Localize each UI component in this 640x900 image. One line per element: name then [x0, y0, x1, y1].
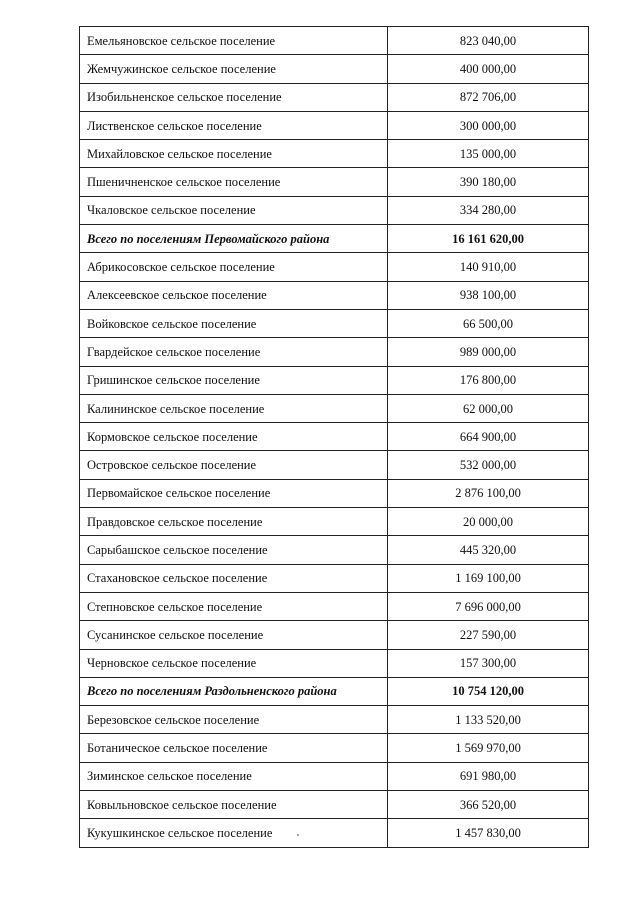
settlement-name: Кормовское сельское поселение [80, 423, 388, 451]
settlement-name: Жемчужинское сельское поселение [80, 55, 388, 83]
settlement-amount: 532 000,00 [388, 451, 589, 479]
settlement-name: Изобильненское сельское поселение [80, 83, 388, 111]
settlement-amount: 823 040,00 [388, 27, 589, 55]
table-row [80, 649, 589, 677]
settlement-amount: 1 133 520,00 [388, 706, 589, 734]
settlement-name: Березовское сельское поселение [80, 706, 388, 734]
table-row [80, 592, 589, 620]
settlement-amount: 157 300,00 [388, 649, 589, 677]
settlement-name: Лиственское сельское поселение [80, 111, 388, 139]
table-row [80, 309, 589, 337]
settlement-name: Правдовское сельское поселение [80, 508, 388, 536]
district-total-label: Всего по поселениям Первомайского района [80, 225, 388, 253]
settlement-amount: 62 000,00 [388, 394, 589, 422]
settlement-amount: 300 000,00 [388, 111, 589, 139]
table-row [80, 791, 589, 819]
settlement-amount: 390 180,00 [388, 168, 589, 196]
settlement-name: Абрикосовское сельское поселение [80, 253, 388, 281]
settlement-amount: 140 910,00 [388, 253, 589, 281]
table-row [80, 281, 589, 309]
settlement-amount: 334 280,00 [388, 196, 589, 224]
settlements-budget-table [79, 26, 589, 848]
settlement-amount: 1 457 830,00 [388, 819, 589, 847]
table-row [80, 819, 589, 847]
settlement-name: Кукушкинское сельское поселение [80, 819, 388, 847]
settlement-amount: 66 500,00 [388, 309, 589, 337]
table-row [80, 479, 589, 507]
settlement-name: Островское сельское поселение [80, 451, 388, 479]
table-row [80, 140, 589, 168]
settlement-name: Пшеничненское сельское поселение [80, 168, 388, 196]
settlement-amount: 691 980,00 [388, 762, 589, 790]
settlement-name: Гришинское сельское поселение [80, 366, 388, 394]
table-row [80, 451, 589, 479]
settlement-name: Черновское сельское поселение [80, 649, 388, 677]
table-row [80, 621, 589, 649]
settlement-name: Войковское сельское поселение [80, 309, 388, 337]
settlement-amount: 7 696 000,00 [388, 592, 589, 620]
settlement-name: Чкаловское сельское поселение [80, 196, 388, 224]
table-row [80, 55, 589, 83]
table-row [80, 762, 589, 790]
settlement-amount: 400 000,00 [388, 55, 589, 83]
table-body [80, 27, 589, 848]
table-row [80, 168, 589, 196]
table-row [80, 734, 589, 762]
settlement-amount: 445 320,00 [388, 536, 589, 564]
table-row [80, 564, 589, 592]
settlement-name: Ботаническое сельское поселение [80, 734, 388, 762]
table-row [80, 111, 589, 139]
settlement-name: Степновское сельское поселение [80, 592, 388, 620]
settlement-name: Первомайское сельское поселение [80, 479, 388, 507]
settlement-amount: 989 000,00 [388, 338, 589, 366]
table-row [80, 253, 589, 281]
settlement-name: Сусанинское сельское поселение [80, 621, 388, 649]
settlement-amount: 1 569 970,00 [388, 734, 589, 762]
settlement-amount: 135 000,00 [388, 140, 589, 168]
table-row [80, 706, 589, 734]
table-row [80, 508, 589, 536]
settlement-name: Михайловское сельское поселение [80, 140, 388, 168]
settlement-name: Стахановское сельское поселение [80, 564, 388, 592]
settlement-amount: 938 100,00 [388, 281, 589, 309]
settlement-name: Алексеевское сельское поселение [80, 281, 388, 309]
table-row [80, 394, 589, 422]
table-row [80, 196, 589, 224]
table-row [80, 338, 589, 366]
district-total-amount: 16 161 620,00 [388, 225, 589, 253]
settlement-amount: 872 706,00 [388, 83, 589, 111]
settlement-amount: 2 876 100,00 [388, 479, 589, 507]
settlement-name: Ковыльновское сельское поселение [80, 791, 388, 819]
district-total-label: Всего по поселениям Раздольненского района [80, 677, 388, 705]
table-row [80, 27, 589, 55]
settlement-amount: 1 169 100,00 [388, 564, 589, 592]
settlement-name: Зиминское сельское поселение [80, 762, 388, 790]
settlement-amount: 176 800,00 [388, 366, 589, 394]
settlement-amount: 664 900,00 [388, 423, 589, 451]
settlement-name: Емельяновское сельское поселение [80, 27, 388, 55]
table-total-row [80, 225, 589, 253]
district-total-amount: 10 754 120,00 [388, 677, 589, 705]
table-total-row [80, 677, 589, 705]
settlement-amount: 227 590,00 [388, 621, 589, 649]
settlement-name: Сарыбашское сельское поселение [80, 536, 388, 564]
table-row [80, 366, 589, 394]
settlement-name: Гвардейское сельское поселение [80, 338, 388, 366]
scan-speck [297, 834, 299, 836]
settlement-name: Калининское сельское поселение [80, 394, 388, 422]
settlement-amount: 20 000,00 [388, 508, 589, 536]
table-row [80, 423, 589, 451]
settlement-amount: 366 520,00 [388, 791, 589, 819]
table-row [80, 536, 589, 564]
table-row [80, 83, 589, 111]
